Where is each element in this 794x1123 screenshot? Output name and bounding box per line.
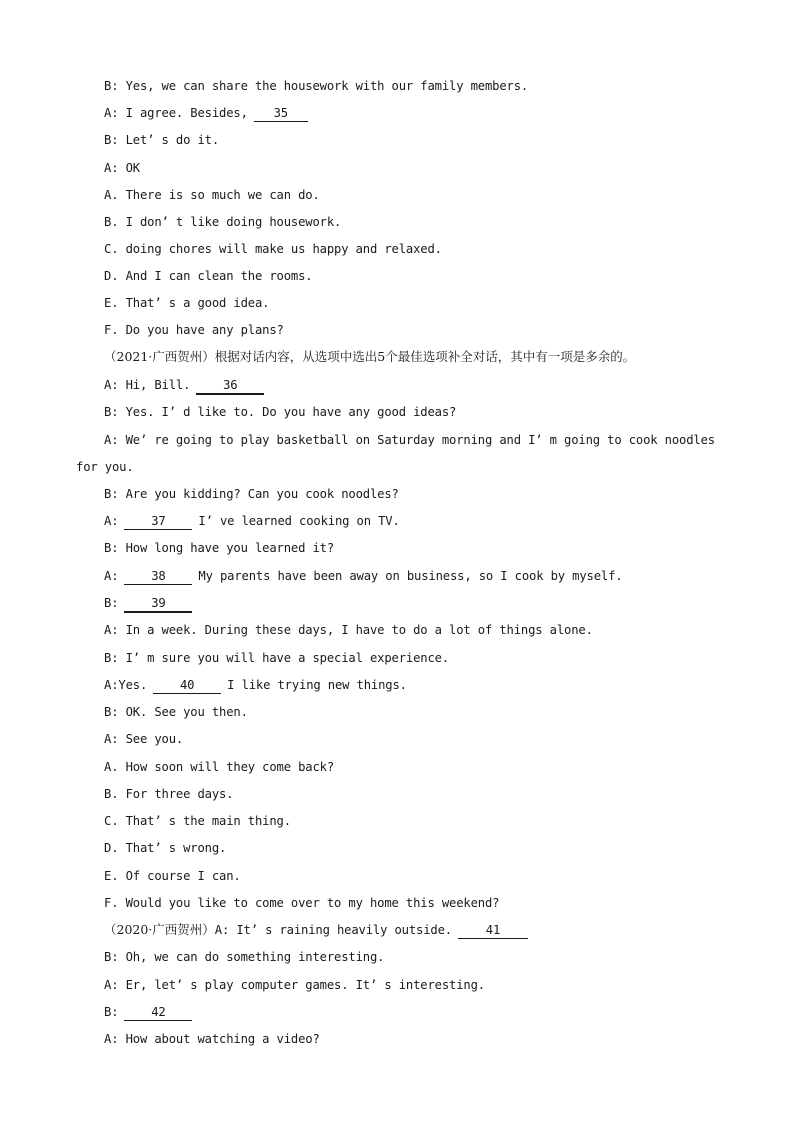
option-item: D. And I can clean the rooms. bbox=[104, 269, 313, 283]
source-label: （2020·广西贺州） bbox=[104, 922, 215, 937]
dialogue-line: A: We’ re going to play basketball on Saturday morning and I’ m going to cook noodles bbox=[104, 433, 715, 447]
dialogue-line bbox=[104, 1002, 734, 1022]
dialogue-line bbox=[104, 566, 734, 586]
dialogue-line: A: OK bbox=[104, 161, 140, 175]
line-text: A: It’ s raining heavily outside. bbox=[214, 923, 452, 937]
option-item: A. How soon will they come back? bbox=[104, 760, 334, 774]
line-text: A: Hi, Bill. bbox=[104, 378, 191, 392]
option-item: F. Do you have any plans? bbox=[104, 323, 284, 337]
dialogue-line-continued: for you. bbox=[76, 460, 134, 474]
question-header: （2021·广西贺州）根据对话内容，从选项中选出5个最佳选项补全对话，其中有一项是多余的。 bbox=[104, 349, 636, 364]
option-item: F. Would you like to come over to my home this weekend? bbox=[104, 896, 500, 910]
line-text: I like trying new things. bbox=[227, 678, 407, 692]
answer-blank-37: 37 bbox=[124, 513, 192, 530]
dialogue-line: A: Er, let’ s play computer games. It’ s interesting. bbox=[104, 978, 485, 992]
dialogue-line: A: In a week. During these days, I have to do a lot of things alone. bbox=[104, 623, 593, 637]
dialogue-line bbox=[104, 511, 734, 531]
answer-blank-36: 36 bbox=[196, 377, 264, 395]
answer-blank-35: 35 bbox=[254, 105, 308, 122]
dialogue-line: B: Let’ s do it. bbox=[104, 133, 219, 147]
answer-blank-41: 41 bbox=[458, 922, 528, 939]
dialogue-line: A: How about watching a video? bbox=[104, 1032, 320, 1046]
line-text: A:Yes. bbox=[104, 678, 148, 692]
answer-blank-42: 42 bbox=[124, 1004, 192, 1021]
option-item: D. That’ s wrong. bbox=[104, 841, 227, 855]
dialogue-line: B: Yes. I’ d like to. Do you have any good ideas? bbox=[104, 405, 457, 419]
dialogue-line: B: Are you kidding? Can you cook noodles? bbox=[104, 487, 399, 501]
dialogue-line bbox=[104, 375, 734, 395]
dialogue-line bbox=[104, 593, 734, 613]
option-item: C. That’ s the main thing. bbox=[104, 814, 291, 828]
dialogue-line: B: Oh, we can do something interesting. bbox=[104, 950, 385, 964]
dialogue-line: A: See you. bbox=[104, 732, 184, 746]
dialogue-line: B: Yes, we can share the housework with our family members. bbox=[104, 79, 529, 93]
option-item: C. doing chores will make us happy and relaxed. bbox=[104, 242, 442, 256]
dialogue-line: B: How long have you learned it? bbox=[104, 541, 334, 555]
dialogue-line: B: OK. See you then. bbox=[104, 705, 248, 719]
option-item: B. I don’ t like doing housework. bbox=[104, 215, 342, 229]
answer-blank-39: 39 bbox=[124, 595, 192, 613]
dialogue-line: B: I’ m sure you will have a special experience. bbox=[104, 651, 449, 665]
line-text: A: bbox=[104, 569, 119, 583]
line-text: B: bbox=[104, 1005, 119, 1019]
option-item: E. Of course I can. bbox=[104, 869, 241, 883]
line-text: A: bbox=[104, 514, 119, 528]
question-header bbox=[104, 920, 734, 940]
line-text: I’ ve learned cooking on TV. bbox=[198, 514, 400, 528]
line-text: B: bbox=[104, 596, 119, 610]
dialogue-line bbox=[104, 675, 734, 695]
line-text: A: I agree. Besides, bbox=[104, 106, 248, 120]
option-item: E. That’ s a good idea. bbox=[104, 296, 270, 310]
answer-blank-38: 38 bbox=[124, 568, 192, 585]
option-item: A. There is so much we can do. bbox=[104, 188, 320, 202]
option-item: B. For three days. bbox=[104, 787, 234, 801]
dialogue-line bbox=[104, 103, 734, 123]
answer-blank-40: 40 bbox=[153, 677, 221, 694]
line-text: My parents have been away on business, so I cook by myself. bbox=[198, 569, 623, 583]
